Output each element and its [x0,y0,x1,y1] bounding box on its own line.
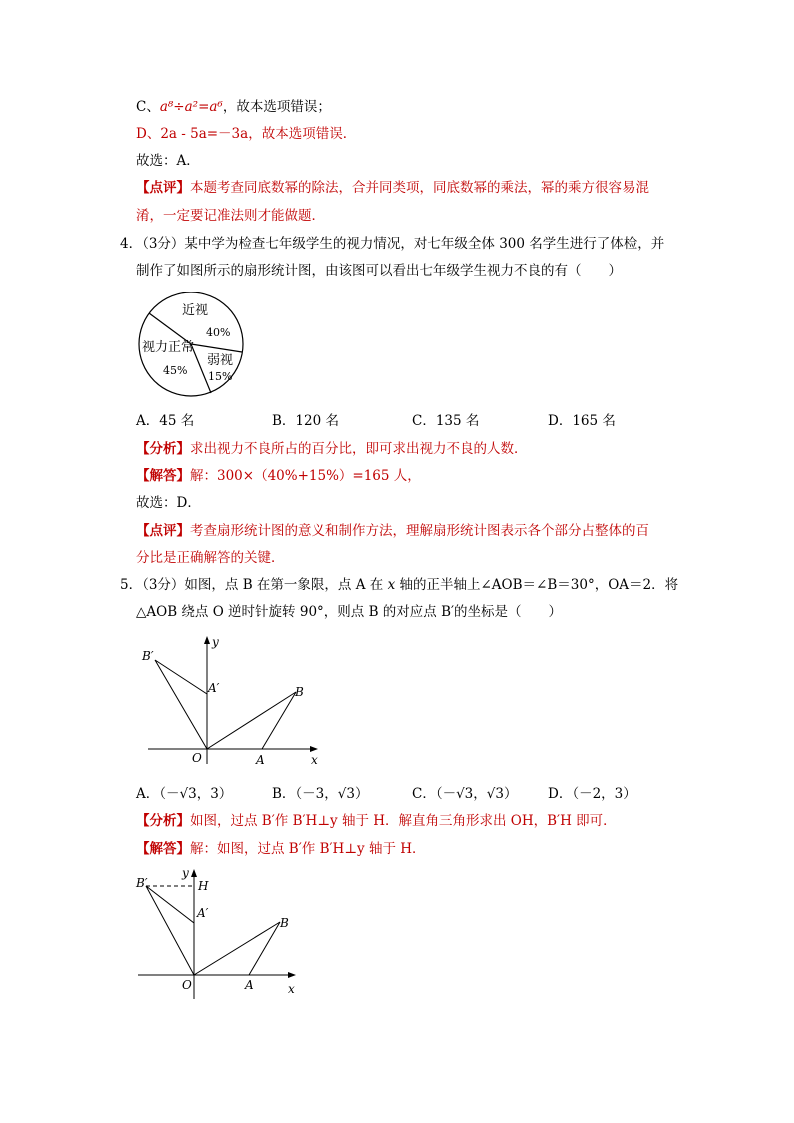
q5-option-c: C．（－√3，√3） [412,786,518,802]
q5-analysis [136,812,617,830]
q4-stem-line-1: 4．（3分）某中学为检查七年级学生的视力情况，对七年级全体 300 名学生进行了体检，并 [120,236,665,252]
y-axis-arrow [191,869,197,877]
label-o: O [192,751,202,765]
label-h: H [198,879,209,893]
q5-option-a: A．（－√3，3） [136,786,233,802]
label-b: B [295,685,304,699]
label-b-prime: B′ [136,876,148,890]
q4-option-b: B．120 名 [272,413,339,429]
rotation-figure-2 [130,865,310,1005]
stem-text: 5．（3分）如图，点 B 在第一象限，点 A 在 [120,577,388,593]
solution-text: 解：如图，过点 B′作 B′H⊥y 轴于 H． [190,841,426,857]
q4-option-c: C．135 名 [412,413,480,429]
label-y: y [182,866,189,880]
solution-text: 解：300×（40%+15%）=165 人， [190,468,421,484]
triangle-aob-rotated [146,886,194,975]
label-b: B [280,916,289,930]
option-c-suffix: ，故本选项错误； [222,99,331,115]
comment-tag: 【点评】 [136,180,190,196]
slice-label-weak: 弱视 [207,353,234,368]
q5-stem-line-1 [120,576,678,594]
analysis-tag: 【分析】 [136,813,190,829]
analysis-text: 如图，过点 B′作 B′H⊥y 轴于 H．解直角三角形求出 OH，B′H 即可． [190,813,617,829]
q5-stem-line-2: △AOB 绕点 O 逆时针旋转 90°，则点 B 的对应点 B′的坐标是（ ） [136,604,563,620]
slice-value-normal: 45% [163,364,188,377]
label-a: A [256,753,265,767]
label-x: x [311,753,318,767]
q4-option-a: A．45 名 [136,413,195,429]
comment-text: 考查扇形统计图的意义和制作方法，理解扇形统计图表示各个部分占整体的百 [190,523,649,539]
label-a: A [245,978,254,992]
label-x: x [288,982,295,996]
option-d-expression: 2a - 5a=－3a [160,126,249,142]
label-a-prime: A′ [197,906,209,920]
x-axis-arrow [310,746,318,752]
triangle-aob [194,922,280,975]
q4-option-d: D．165 名 [548,413,616,429]
q3-option-d [136,125,356,143]
q3-comment-line-1 [136,179,649,197]
triangle-aob [207,692,296,749]
option-c-expression: a⁸÷a²=a⁶ [159,99,223,115]
label-y: y [212,635,219,649]
q5-solution [136,840,426,858]
q3-answer: 故选：A． [136,153,200,169]
q3-comment-line-2: 淆，一定要记准法则才能做题． [136,208,325,224]
stem-x-variable: x [387,577,396,593]
y-axis-arrow [204,636,210,644]
option-d-suffix: ，故本选项错误． [248,126,357,142]
label-o: O [182,978,192,992]
x-axis-arrow [288,972,296,978]
label-b-prime: B′ [142,649,154,663]
label-a-prime: A′ [208,681,220,695]
q5-option-d: D．（－2，3） [548,786,637,802]
q4-comment-line-2: 分比是正确解答的关键． [136,550,285,566]
slice-label-myopia: 近视 [182,303,209,318]
slice-value-myopia: 40% [206,326,231,339]
option-d-prefix: D、 [136,126,161,142]
q4-solution [136,467,421,485]
comment-text: 本题考查同底数幂的除法，合并同类项，同底数幂的乘法，幂的乘方很容易混 [190,180,649,196]
solution-tag: 【解答】 [136,841,190,857]
solution-tag: 【解答】 [136,468,190,484]
q3-option-c [136,98,331,116]
option-c-prefix: C、 [136,99,160,115]
slice-value-weak: 15% [208,370,233,383]
q4-answer: 故选：D． [136,495,201,511]
q4-analysis [136,440,528,458]
q4-stem-line-2: 制作了如图所示的扇形统计图，由该图可以看出七年级学生视力不良的有（ ） [136,263,622,279]
stem-text: 轴的正半轴上∠AOB＝∠B＝30°，OA＝2．将 [395,577,679,593]
analysis-text: 求出视力不良所占的百分比，即可求出视力不良的人数． [190,441,528,457]
pie-chart [134,292,254,402]
comment-tag: 【点评】 [136,523,190,539]
analysis-tag: 【分析】 [136,441,190,457]
rotation-figure-1 [136,630,336,770]
slice-label-normal: 视力正常 [142,340,195,355]
q5-option-b: B．（－3，√3） [272,786,369,802]
q4-comment-line-1 [136,522,649,540]
triangle-aob-rotated [155,660,207,749]
